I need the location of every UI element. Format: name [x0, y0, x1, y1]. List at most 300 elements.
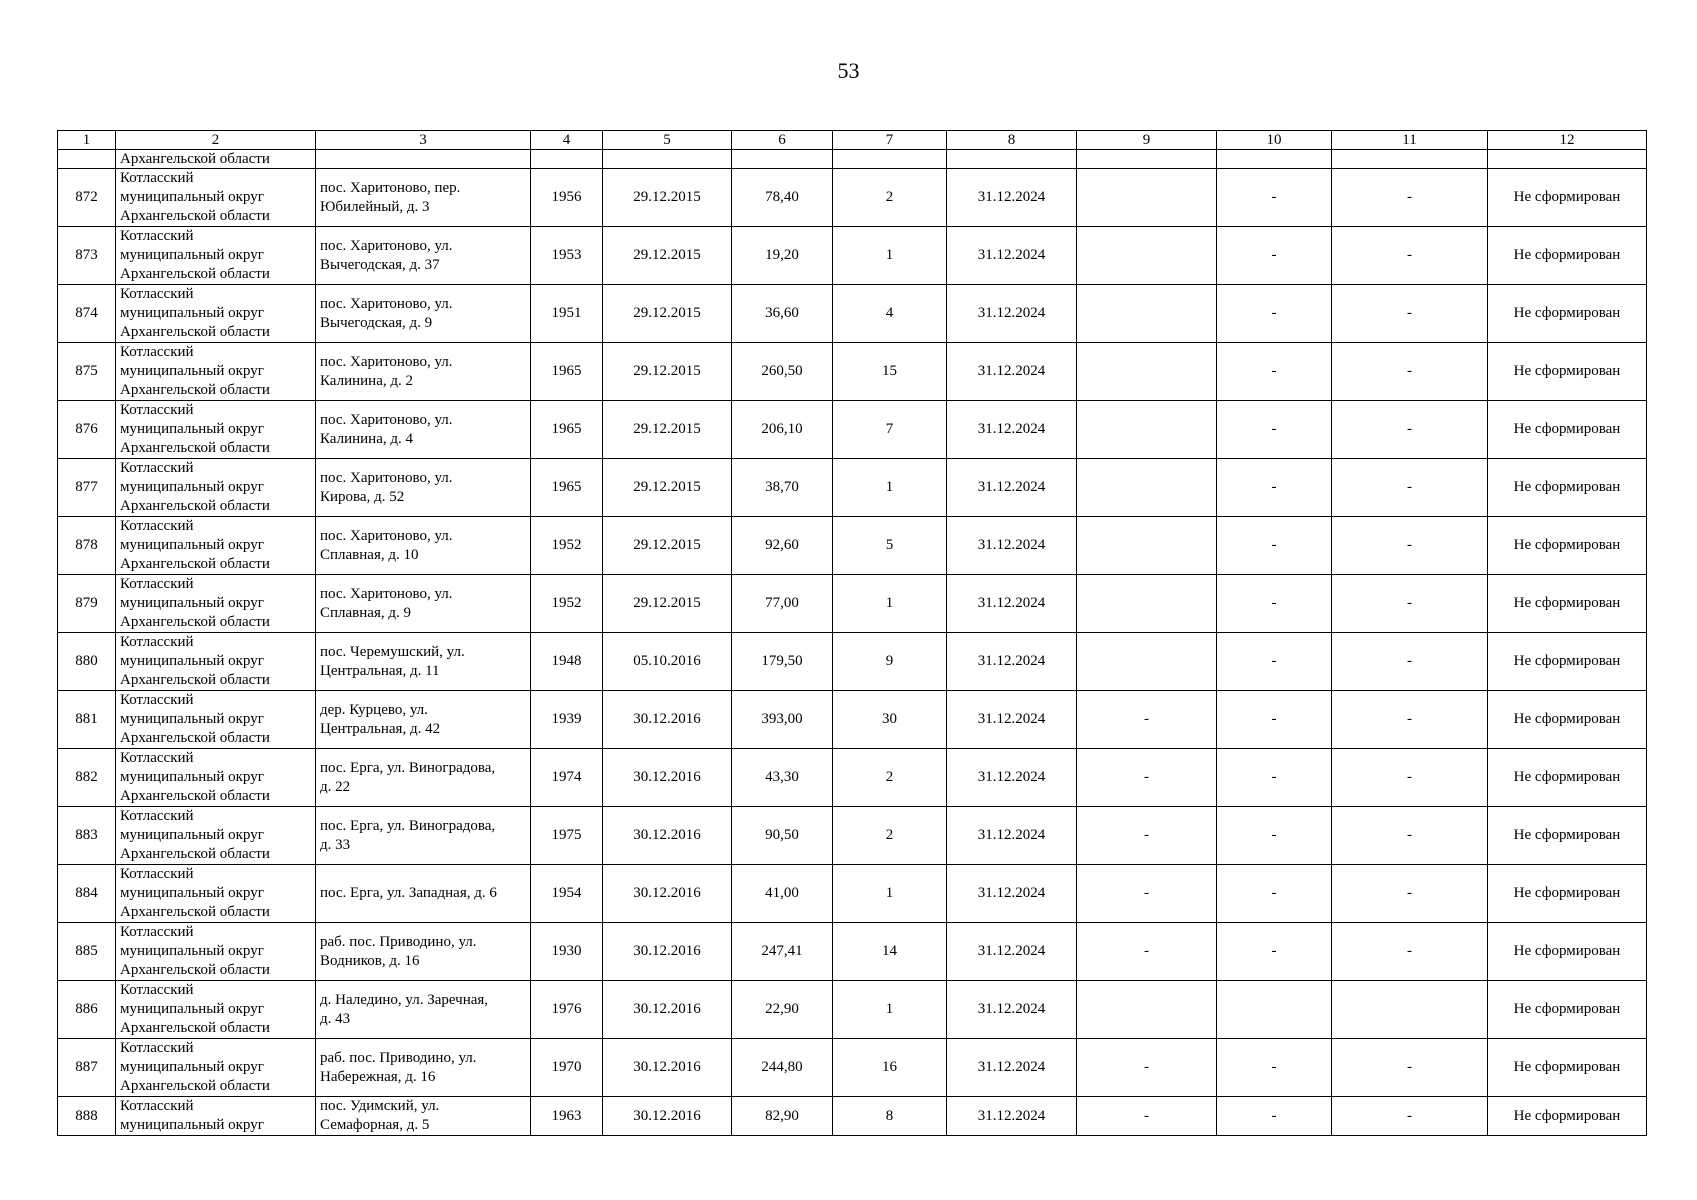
- cell-municipality: [116, 575, 316, 633]
- cell-municipality-line: Архангельской области: [120, 788, 270, 804]
- cell-address: [316, 169, 531, 227]
- cell-address: [316, 633, 531, 691]
- cell-municipality-line: муниципальный округ: [120, 1059, 264, 1075]
- cell-deadline: 31.12.2024: [947, 633, 1077, 691]
- column-header: 12: [1488, 131, 1647, 150]
- cell-residents: 4: [833, 285, 947, 343]
- cell-col11: -: [1332, 169, 1488, 227]
- cell-col11: [1332, 981, 1488, 1039]
- cell-col10: -: [1217, 169, 1332, 227]
- cell-municipality-line: Котласский: [120, 518, 194, 534]
- cell-year: 1974: [531, 749, 603, 807]
- cell-col11: -: [1332, 807, 1488, 865]
- cell-municipality-line: муниципальный округ: [120, 711, 264, 727]
- cell-status: Не сформирован: [1488, 169, 1647, 227]
- table-row: [58, 923, 1647, 981]
- cell-num: 878: [58, 517, 116, 575]
- cell-date: 30.12.2016: [603, 981, 732, 1039]
- cell-municipality: [116, 401, 316, 459]
- cell-year: 1963: [531, 1097, 603, 1136]
- cell-year: 1976: [531, 981, 603, 1039]
- cell-area: 247,41: [732, 923, 833, 981]
- cell-address-line: пос. Харитоново, ул.: [320, 469, 453, 486]
- cell-municipality: [116, 169, 316, 227]
- cell-residents: 5: [833, 517, 947, 575]
- cell-address: [316, 807, 531, 865]
- column-header: 5: [603, 131, 732, 150]
- cell-municipality-line: муниципальный округ: [120, 479, 264, 495]
- cell-col10: [1217, 981, 1332, 1039]
- cell-status: Не сформирован: [1488, 981, 1647, 1039]
- continuation-row: [58, 150, 1647, 169]
- cell-residents: 2: [833, 169, 947, 227]
- cell-num: 880: [58, 633, 116, 691]
- cell-date: 29.12.2015: [603, 517, 732, 575]
- cell-municipality-line: муниципальный округ: [120, 189, 264, 205]
- cell-municipality-line: муниципальный округ: [120, 943, 264, 959]
- cell-deadline: 31.12.2024: [947, 227, 1077, 285]
- cell-municipality: [116, 227, 316, 285]
- table-row: [58, 691, 1647, 749]
- cell-col10: -: [1217, 401, 1332, 459]
- cell-status: Не сформирован: [1488, 633, 1647, 691]
- cell-deadline: 31.12.2024: [947, 981, 1077, 1039]
- cell-col9: [1077, 285, 1217, 343]
- cell-address-line: пос. Ерга, ул. Виноградова,: [320, 817, 496, 834]
- cell-year: 1930: [531, 923, 603, 981]
- cell-date: 30.12.2016: [603, 749, 732, 807]
- cell-area: 92,60: [732, 517, 833, 575]
- cell-year: 1952: [531, 575, 603, 633]
- cell-residents: 2: [833, 807, 947, 865]
- column-header: 1: [58, 131, 116, 150]
- cell-date: 30.12.2016: [603, 1097, 732, 1136]
- table-row: [58, 865, 1647, 923]
- cell-municipality-line: муниципальный округ: [120, 363, 264, 379]
- cell-address-line: Кирова, д. 52: [320, 488, 405, 505]
- cell-residents: 1: [833, 865, 947, 923]
- housing-registry-table: [57, 130, 1647, 1136]
- table-row: [58, 633, 1647, 691]
- cell-status: Не сформирован: [1488, 401, 1647, 459]
- cell-address-line: д. 33: [320, 836, 351, 853]
- cell-col9: [1077, 343, 1217, 401]
- cell-date: 29.12.2015: [603, 285, 732, 343]
- cell-col11: -: [1332, 401, 1488, 459]
- cell-num: 883: [58, 807, 116, 865]
- cell-col10: -: [1217, 633, 1332, 691]
- cell-num: 876: [58, 401, 116, 459]
- cell-municipality-line: Архангельской области: [120, 962, 270, 978]
- cell-municipality-line: Архангельской области: [120, 846, 270, 862]
- cell-col9: [1077, 575, 1217, 633]
- cell-area: 43,30: [732, 749, 833, 807]
- table-row: [58, 285, 1647, 343]
- cell-num: 881: [58, 691, 116, 749]
- cell-address: [316, 1097, 531, 1136]
- cell-col10: -: [1217, 865, 1332, 923]
- cell-address-line: пос. Харитоново, ул.: [320, 585, 453, 602]
- cell-area: 82,90: [732, 1097, 833, 1136]
- cell-address: [316, 865, 531, 923]
- cell-year: 1965: [531, 459, 603, 517]
- cell-col11: -: [1332, 517, 1488, 575]
- cell-address: [316, 459, 531, 517]
- cell-municipality: [116, 517, 316, 575]
- cell-status: Не сформирован: [1488, 575, 1647, 633]
- cell-date: 29.12.2015: [603, 343, 732, 401]
- cell-municipality-line: Котласский: [120, 460, 194, 476]
- column-header: 3: [316, 131, 531, 150]
- cell-year: 1948: [531, 633, 603, 691]
- cell-col9: -: [1077, 1097, 1217, 1136]
- table-row: [58, 807, 1647, 865]
- cell-area: 393,00: [732, 691, 833, 749]
- cell-date: 29.12.2015: [603, 575, 732, 633]
- cell-address-line: Набережная, д. 16: [320, 1068, 436, 1085]
- cell-municipality-line: муниципальный округ: [120, 595, 264, 611]
- cell-status: Не сформирован: [1488, 343, 1647, 401]
- cell-residents: 9: [833, 633, 947, 691]
- cell-municipality-line: Архангельской области: [120, 208, 270, 224]
- cell-address: [316, 1039, 531, 1097]
- cell-municipality-line: Котласский: [120, 866, 194, 882]
- cell-deadline: 31.12.2024: [947, 691, 1077, 749]
- cell-deadline: 31.12.2024: [947, 343, 1077, 401]
- cell-num: 873: [58, 227, 116, 285]
- cell-deadline: 31.12.2024: [947, 807, 1077, 865]
- cell-address-line: пос. Ерга, ул. Виноградова,: [320, 759, 496, 776]
- cell-address: [316, 150, 531, 169]
- cell-municipality-line: муниципальный округ: [120, 1117, 264, 1133]
- cell-municipality: [116, 633, 316, 691]
- cell-address-line: пос. Удимский, ул.: [320, 1098, 440, 1114]
- cell-date: 30.12.2016: [603, 807, 732, 865]
- cell-municipality-line: Архангельской области: [120, 1020, 270, 1036]
- cell-col9: [1077, 150, 1217, 169]
- cell-date: 29.12.2015: [603, 227, 732, 285]
- cell-area: 19,20: [732, 227, 833, 285]
- cell-address-line: Вычегодская, д. 37: [320, 256, 440, 273]
- cell-address-line: Сплавная, д. 9: [320, 604, 411, 621]
- cell-residents: 14: [833, 923, 947, 981]
- cell-municipality: [116, 981, 316, 1039]
- cell-col11: -: [1332, 1039, 1488, 1097]
- cell-municipality-line: Котласский: [120, 808, 194, 824]
- cell-municipality-line: муниципальный округ: [120, 537, 264, 553]
- cell-status: Не сформирован: [1488, 807, 1647, 865]
- cell-address: [316, 343, 531, 401]
- cell-deadline: 31.12.2024: [947, 575, 1077, 633]
- cell-date: 30.12.2016: [603, 865, 732, 923]
- cell-residents: 1: [833, 575, 947, 633]
- cell-municipality-line: Архангельской области: [120, 498, 270, 514]
- column-number-header-row: [58, 131, 1647, 150]
- table-row: [58, 169, 1647, 227]
- cell-address-line: д. Наледино, ул. Заречная,: [320, 991, 489, 1008]
- cell-municipality: [116, 285, 316, 343]
- column-header: 10: [1217, 131, 1332, 150]
- cell-municipality-line: Архангельской области: [120, 382, 270, 398]
- table-body: [58, 150, 1647, 1136]
- cell-col10: -: [1217, 227, 1332, 285]
- cell-residents: 2: [833, 749, 947, 807]
- cell-col11: -: [1332, 865, 1488, 923]
- cell-col10: -: [1217, 517, 1332, 575]
- cell-col11: [1332, 150, 1488, 169]
- column-header: 11: [1332, 131, 1488, 150]
- cell-address-line: Центральная, д. 42: [320, 720, 441, 737]
- cell-col9: [1077, 459, 1217, 517]
- cell-municipality-line: Архангельской области: [120, 614, 270, 630]
- cell-year: 1953: [531, 227, 603, 285]
- cell-municipality-line: Архангельской области: [120, 672, 270, 688]
- cell-deadline: 31.12.2024: [947, 1097, 1077, 1136]
- cell-address-line: пос. Харитоново, ул.: [320, 527, 453, 544]
- table-row: [58, 749, 1647, 807]
- cell-municipality-line: Котласский: [120, 924, 194, 940]
- cell-col10: -: [1217, 575, 1332, 633]
- column-header: 9: [1077, 131, 1217, 150]
- cell-year: [531, 150, 603, 169]
- cell-area: 38,70: [732, 459, 833, 517]
- table-row: [58, 459, 1647, 517]
- cell-col9: [1077, 169, 1217, 227]
- cell-municipality-line: Котласский: [120, 170, 194, 186]
- cell-address: [316, 691, 531, 749]
- cell-col9: [1077, 633, 1217, 691]
- cell-col10: [1217, 150, 1332, 169]
- cell-num: 877: [58, 459, 116, 517]
- cell-area: 179,50: [732, 633, 833, 691]
- cell-col10: -: [1217, 1039, 1332, 1097]
- cell-col10: -: [1217, 749, 1332, 807]
- cell-area: 260,50: [732, 343, 833, 401]
- cell-col11: -: [1332, 691, 1488, 749]
- cell-residents: 1: [833, 227, 947, 285]
- cell-deadline: 31.12.2024: [947, 749, 1077, 807]
- cell-col10: -: [1217, 459, 1332, 517]
- cell-municipality-line: Архангельской области: [120, 440, 270, 456]
- cell-col11: -: [1332, 923, 1488, 981]
- cell-col9: [1077, 401, 1217, 459]
- cell-address-line: Юбилейный, д. 3: [320, 198, 430, 215]
- cell-residents: 1: [833, 981, 947, 1039]
- cell-address-line: д. 22: [320, 778, 351, 795]
- cell-date: 29.12.2015: [603, 169, 732, 227]
- cell-deadline: 31.12.2024: [947, 1039, 1077, 1097]
- cell-col9: [1077, 517, 1217, 575]
- cell-year: 1975: [531, 807, 603, 865]
- column-header: 2: [116, 131, 316, 150]
- cell-address: [316, 575, 531, 633]
- cell-col10: -: [1217, 923, 1332, 981]
- cell-year: 1951: [531, 285, 603, 343]
- cell-status: Не сформирован: [1488, 749, 1647, 807]
- cell-municipality-line: муниципальный округ: [120, 1001, 264, 1017]
- cell-residents: 7: [833, 401, 947, 459]
- cell-address-line: Семафорная, д. 5: [320, 1117, 430, 1133]
- cell-date: [603, 150, 732, 169]
- column-header: 7: [833, 131, 947, 150]
- table-row: [58, 1039, 1647, 1097]
- cell-col10: -: [1217, 1097, 1332, 1136]
- cell-municipality-line: Архангельской области: [120, 556, 270, 572]
- cell-area: [732, 150, 833, 169]
- cell-municipality: [116, 343, 316, 401]
- cell-municipality-line: муниципальный округ: [120, 769, 264, 785]
- cell-address-line: д. 43: [320, 1010, 351, 1027]
- cell-num: 888: [58, 1097, 116, 1136]
- cell-status: Не сформирован: [1488, 691, 1647, 749]
- cell-col9: [1077, 227, 1217, 285]
- cell-col10: -: [1217, 691, 1332, 749]
- table-row: [58, 343, 1647, 401]
- cell-col10: -: [1217, 807, 1332, 865]
- cell-area: 77,00: [732, 575, 833, 633]
- cell-col9: -: [1077, 865, 1217, 923]
- cell-address-line: пос. Харитоново, пер.: [320, 179, 461, 196]
- cell-residents: 15: [833, 343, 947, 401]
- cell-address: [316, 401, 531, 459]
- cell-municipality: [116, 459, 316, 517]
- cell-address-line: пос. Харитоново, ул.: [320, 353, 453, 370]
- cell-status: Не сформирован: [1488, 1097, 1647, 1136]
- cell-address-line: пос. Черемушский, ул.: [320, 643, 465, 660]
- cell-status: Не сформирован: [1488, 227, 1647, 285]
- cell-address-line: раб. пос. Приводино, ул.: [320, 933, 477, 950]
- cell-residents: 1: [833, 459, 947, 517]
- cell-date: 05.10.2016: [603, 633, 732, 691]
- cell-col11: -: [1332, 575, 1488, 633]
- table-row: [58, 981, 1647, 1039]
- cell-area: 78,40: [732, 169, 833, 227]
- cell-residents: 8: [833, 1097, 947, 1136]
- cell-status: Не сформирован: [1488, 285, 1647, 343]
- cell-year: 1956: [531, 169, 603, 227]
- cell-municipality-line: Архангельской области: [120, 730, 270, 746]
- cell-col11: -: [1332, 459, 1488, 517]
- cell-num: 882: [58, 749, 116, 807]
- table-row: [58, 227, 1647, 285]
- table-row: [58, 401, 1647, 459]
- cell-num: 884: [58, 865, 116, 923]
- cell-year: 1970: [531, 1039, 603, 1097]
- cell-area: 41,00: [732, 865, 833, 923]
- cell-col11: -: [1332, 285, 1488, 343]
- cell-municipality-line: Котласский: [120, 402, 194, 418]
- cell-deadline: 31.12.2024: [947, 459, 1077, 517]
- cell-address-line: Водников, д. 16: [320, 952, 420, 969]
- cell-year: 1965: [531, 401, 603, 459]
- cell-date: 29.12.2015: [603, 459, 732, 517]
- cell-status: Не сформирован: [1488, 517, 1647, 575]
- cell-address: [316, 923, 531, 981]
- cell-municipality-line: Архангельской области: [120, 324, 270, 340]
- table-row: [58, 1097, 1647, 1136]
- cell-municipality-line: муниципальный округ: [120, 885, 264, 901]
- cell-deadline: 31.12.2024: [947, 517, 1077, 575]
- cell-address-line: пос. Харитоново, ул.: [320, 411, 453, 428]
- cell-num: 875: [58, 343, 116, 401]
- cell-status: Не сформирован: [1488, 1039, 1647, 1097]
- cell-address-line: Вычегодская, д. 9: [320, 314, 433, 331]
- cell-col10: -: [1217, 343, 1332, 401]
- cell-municipality: [116, 1039, 316, 1097]
- cell-col9: -: [1077, 1039, 1217, 1097]
- cell-address-line: пос. Харитоново, ул.: [320, 237, 453, 254]
- cell-address-line: Центральная, д. 11: [320, 662, 440, 679]
- cell-col11: -: [1332, 343, 1488, 401]
- cell-year: 1965: [531, 343, 603, 401]
- column-header: 6: [732, 131, 833, 150]
- cell-municipality-line: Котласский: [120, 576, 194, 592]
- cell-num: 872: [58, 169, 116, 227]
- cell-address-line: дер. Курцево, ул.: [320, 701, 428, 718]
- cell-address-line: пос. Ерга, ул. Западная, д. 6: [320, 885, 497, 901]
- cell-deadline: 31.12.2024: [947, 401, 1077, 459]
- cell-municipality-line: Котласский: [120, 1040, 194, 1056]
- cell-municipality-line: муниципальный округ: [120, 827, 264, 843]
- cell-num: 874: [58, 285, 116, 343]
- cell-address: [316, 517, 531, 575]
- cell-year: 1952: [531, 517, 603, 575]
- cell-year: 1939: [531, 691, 603, 749]
- cell-col9: -: [1077, 923, 1217, 981]
- cell-municipality-line: Котласский: [120, 982, 194, 998]
- cell-status: Не сформирован: [1488, 865, 1647, 923]
- cell-date: 30.12.2016: [603, 923, 732, 981]
- cell-address-line: Сплавная, д. 10: [320, 546, 419, 563]
- cell-residents: 16: [833, 1039, 947, 1097]
- table-row: [58, 575, 1647, 633]
- cell-status: [1488, 150, 1647, 169]
- cell-municipality-line: Котласский: [120, 1098, 194, 1114]
- cell-address: [316, 981, 531, 1039]
- cell-status: Не сформирован: [1488, 923, 1647, 981]
- column-header: 8: [947, 131, 1077, 150]
- cell-municipality-line: Котласский: [120, 286, 194, 302]
- cell-col9: -: [1077, 749, 1217, 807]
- cell-deadline: 31.12.2024: [947, 169, 1077, 227]
- cell-col11: -: [1332, 1097, 1488, 1136]
- cell-residents: 30: [833, 691, 947, 749]
- cell-municipality-line: Котласский: [120, 750, 194, 766]
- cell-municipality-line: Котласский: [120, 344, 194, 360]
- cell-col11: -: [1332, 633, 1488, 691]
- cell-municipality-line: Архангельской области: [120, 1078, 270, 1094]
- cell-status: Не сформирован: [1488, 459, 1647, 517]
- cell-deadline: [947, 150, 1077, 169]
- cell-num: 886: [58, 981, 116, 1039]
- cell-col9: -: [1077, 807, 1217, 865]
- table-row: [58, 517, 1647, 575]
- cell-municipality: [116, 691, 316, 749]
- cell-residents: [833, 150, 947, 169]
- cell-municipality: [116, 1097, 316, 1136]
- cell-municipality-line: муниципальный округ: [120, 305, 264, 321]
- cell-address-line: Калинина, д. 2: [320, 372, 413, 389]
- cell-municipality: [116, 749, 316, 807]
- cell-deadline: 31.12.2024: [947, 865, 1077, 923]
- cell-municipality-line: Котласский: [120, 228, 194, 244]
- cell-municipality-line: Архангельской области: [120, 904, 270, 920]
- cell-address: [316, 227, 531, 285]
- cell-col9: [1077, 981, 1217, 1039]
- cell-municipality-line: муниципальный округ: [120, 421, 264, 437]
- cell-area: 36,60: [732, 285, 833, 343]
- cell-address-line: раб. пос. Приводино, ул.: [320, 1049, 477, 1066]
